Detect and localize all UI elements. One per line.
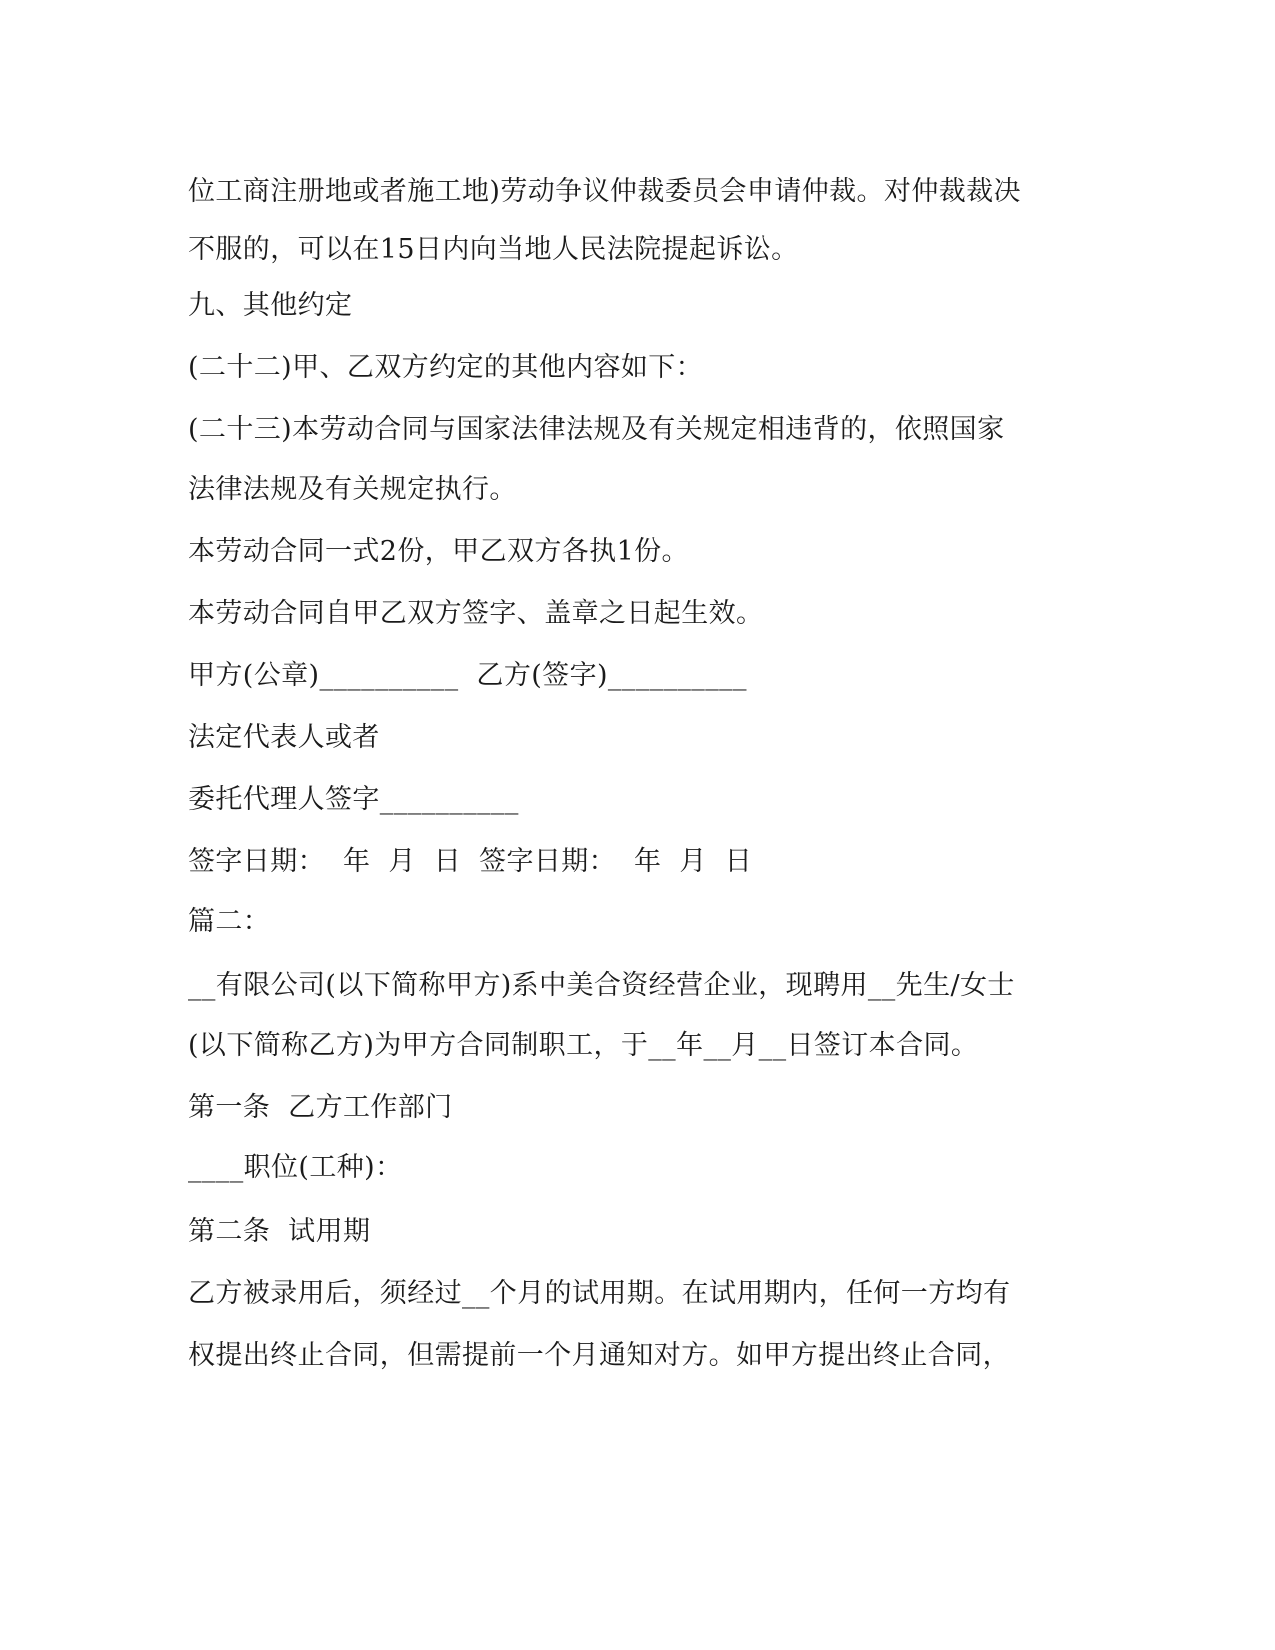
date-line: 签字日期： 年 月 日 签字日期： 年 月 日 bbox=[188, 846, 753, 877]
text-line: (二十三)本劳动合同与国家法律法规及有关规定相违背的，依照国家 bbox=[188, 414, 1005, 445]
text-line: 本劳动合同自甲乙双方签字、盖章之日起生效。 bbox=[188, 598, 764, 629]
text-line: 法定代表人或者 bbox=[188, 722, 380, 753]
text-line: ____职位(工种)： bbox=[188, 1152, 403, 1183]
text-line: __有限公司(以下简称甲方)系中美合资经营企业，现聘用__先生/女士 bbox=[188, 970, 1015, 1001]
text-line: 本劳动合同一式2份，甲乙双方各执1份。 bbox=[188, 536, 689, 567]
signature-line: 委托代理人签字__________ bbox=[188, 784, 519, 815]
text-line: 权提出终止合同，但需提前一个月通知对方。如甲方提出终止合同， bbox=[188, 1340, 1010, 1371]
section-heading: 篇二： bbox=[188, 906, 271, 937]
text-line: 法律法规及有关规定执行。 bbox=[188, 474, 517, 505]
text-line: 位工商注册地或者施工地)劳动争议仲裁委员会申请仲裁。对仲裁裁决 bbox=[188, 176, 1021, 207]
section-heading: 九、其他约定 bbox=[188, 290, 353, 321]
signature-line: 甲方(公章)__________ 乙方(签字)__________ bbox=[188, 660, 747, 691]
text-line: (以下简称乙方)为甲方合同制职工，于__年__月__日签订本合同。 bbox=[188, 1030, 979, 1061]
article-heading: 第二条 试用期 bbox=[188, 1216, 371, 1247]
text-line: 不服的，可以在15日内向当地人民法院提起诉讼。 bbox=[188, 234, 799, 265]
text-line: 乙方被录用后，须经过__个月的试用期。在试用期内，任何一方均有 bbox=[188, 1278, 1011, 1309]
article-heading: 第一条 乙方工作部门 bbox=[188, 1092, 453, 1123]
text-line: (二十二)甲、乙双方约定的其他内容如下： bbox=[188, 352, 704, 383]
